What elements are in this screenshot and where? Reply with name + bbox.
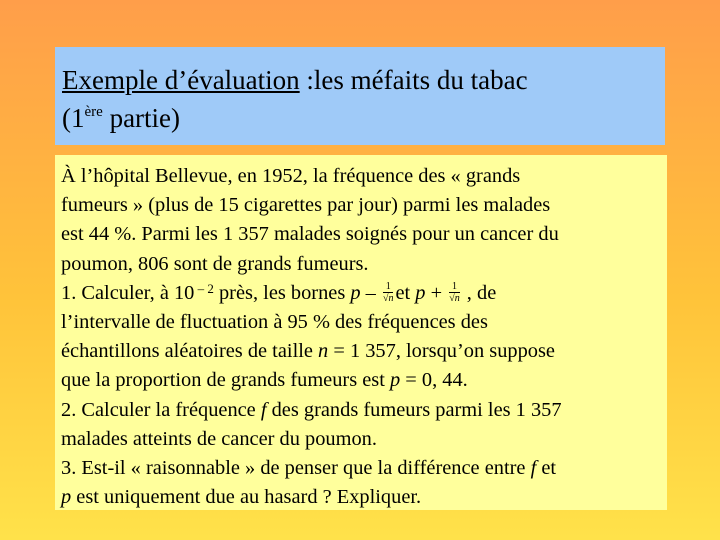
fraction-one-over-sqrt-n [383, 281, 394, 304]
text-line [61, 483, 661, 512]
fraction-denominator: √n [382, 292, 394, 304]
variable-p: p [390, 369, 401, 392]
title-rest: :les méfaits du tabac [299, 65, 528, 95]
title-underlined: Exemple d’évaluation [62, 65, 300, 95]
variable-p: p [61, 486, 72, 509]
text-span: que la proportion de grands fumeurs est [61, 369, 390, 392]
variable-n: n [318, 340, 329, 363]
text-span: = 0, 44. [400, 369, 468, 392]
fraction-denominator: √n [449, 292, 460, 304]
fraction-numerator: 1 [449, 281, 460, 293]
title-part-label: partie) [102, 103, 181, 133]
text-line: À l’hôpital Bellevue, en 1952, la fréquence des « grands [61, 165, 521, 187]
text-span: est uniquement due au hasard ? Expliquer. [71, 486, 422, 509]
plus-sign: + [425, 281, 448, 304]
q1-text: et [395, 281, 416, 304]
q1-text: , de [461, 281, 497, 304]
exponent: – 2 [194, 280, 214, 296]
question-3 [61, 454, 661, 483]
text-line: fumeurs » (plus de 15 cigarettes par jour) parmi les malades [61, 194, 551, 217]
text-span: échantillons aléatoires de taille [61, 340, 319, 363]
text-line [61, 366, 661, 395]
text-line: est 44 %. Parmi les 1 357 malades soignés pour un cancer du [61, 223, 559, 246]
title-line-2 [62, 99, 657, 137]
variable-f: f [530, 457, 537, 480]
fraction-numerator: 1 [383, 281, 394, 293]
title-superscript: ère [84, 104, 103, 120]
text-line: malades atteints de cancer du poumon. [61, 427, 377, 450]
text-line [61, 337, 661, 366]
text-line: l’intervalle de fluctuation à 95 % des fréquences des [61, 311, 488, 334]
question-2 [61, 396, 661, 425]
question-1 [61, 279, 661, 308]
title-line-1 [62, 61, 657, 99]
text-span: 2. Calculer la fréquence [61, 398, 261, 421]
exercise-text [55, 155, 667, 510]
text-span: des grands fumeurs parmi les 1 357 [266, 398, 562, 421]
text-line: poumon, 806 sont de grands fumeurs. [61, 252, 369, 275]
title-part-number: (1 [62, 103, 85, 133]
q1-text: 1. Calculer, à 10 [61, 281, 195, 304]
q1-text: près, les bornes [213, 281, 351, 304]
text-span: 3. Est-il « raisonnable » de penser que la différence entre [61, 457, 531, 480]
variable-p: p [350, 281, 361, 304]
slide-title [55, 47, 665, 145]
variable-f: f [260, 398, 267, 421]
text-span: = 1 357, lorsqu’on suppose [328, 340, 555, 363]
fraction-one-over-sqrt-n [449, 281, 460, 304]
variable-p: p [415, 281, 426, 304]
minus-sign: – [360, 281, 381, 304]
text-span: et [536, 457, 557, 480]
